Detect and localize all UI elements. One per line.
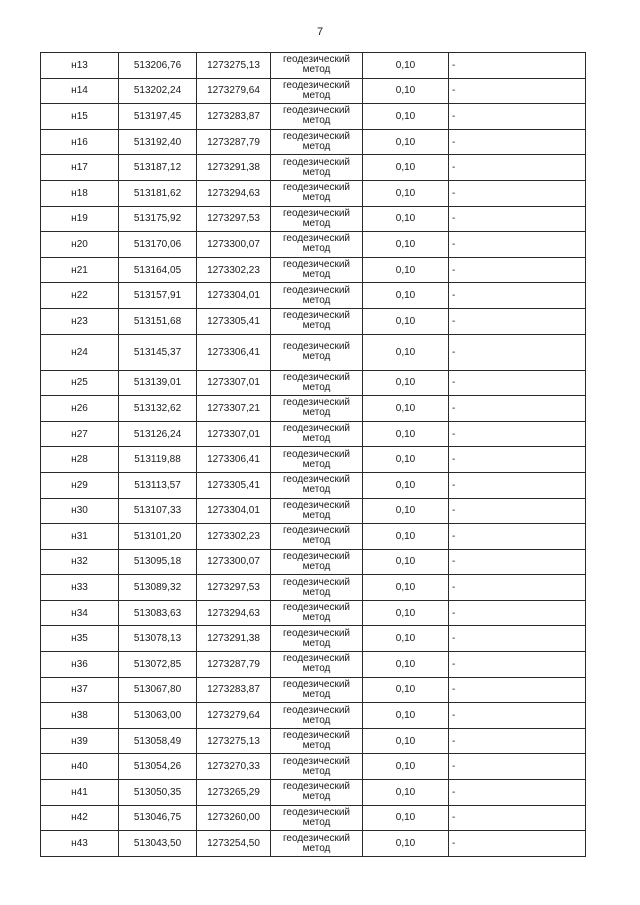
point-cell: н22 xyxy=(41,283,119,309)
table-row xyxy=(41,575,586,601)
y-coordinate-cell: 1273260,00 xyxy=(197,805,271,831)
note-cell: - xyxy=(449,575,586,601)
note-cell: - xyxy=(449,370,586,396)
note-cell: - xyxy=(449,498,586,524)
table-row xyxy=(41,780,586,806)
precision-cell: 0,10 xyxy=(363,308,449,334)
y-coordinate-cell: 1273302,23 xyxy=(197,524,271,550)
x-coordinate-cell: 513054,26 xyxy=(119,754,197,780)
table-row xyxy=(41,334,586,370)
note-cell: - xyxy=(449,780,586,806)
x-coordinate-cell: 513151,68 xyxy=(119,308,197,334)
precision-cell: 0,10 xyxy=(363,780,449,806)
point-cell: н26 xyxy=(41,396,119,422)
y-coordinate-cell: 1273306,41 xyxy=(197,334,271,370)
point-cell: н38 xyxy=(41,703,119,729)
point-cell: н13 xyxy=(41,53,119,79)
precision-cell: 0,10 xyxy=(363,334,449,370)
x-coordinate-cell: 513192,40 xyxy=(119,129,197,155)
y-coordinate-cell: 1273300,07 xyxy=(197,549,271,575)
x-coordinate-cell: 513170,06 xyxy=(119,232,197,258)
precision-cell: 0,10 xyxy=(363,283,449,309)
y-coordinate-cell: 1273275,13 xyxy=(197,53,271,79)
table-row xyxy=(41,104,586,130)
x-coordinate-cell: 513164,05 xyxy=(119,257,197,283)
x-coordinate-cell: 513119,88 xyxy=(119,447,197,473)
point-cell: н36 xyxy=(41,652,119,678)
y-coordinate-cell: 1273283,87 xyxy=(197,104,271,130)
precision-cell: 0,10 xyxy=(363,575,449,601)
note-cell: - xyxy=(449,703,586,729)
precision-cell: 0,10 xyxy=(363,53,449,79)
y-coordinate-cell: 1273283,87 xyxy=(197,677,271,703)
x-coordinate-cell: 513139,01 xyxy=(119,370,197,396)
y-coordinate-cell: 1273291,38 xyxy=(197,155,271,181)
method-cell: геодезический метод xyxy=(271,472,363,498)
point-cell: н41 xyxy=(41,780,119,806)
x-coordinate-cell: 513187,12 xyxy=(119,155,197,181)
table-row xyxy=(41,600,586,626)
note-cell: - xyxy=(449,600,586,626)
y-coordinate-cell: 1273300,07 xyxy=(197,232,271,258)
note-cell: - xyxy=(449,129,586,155)
y-coordinate-cell: 1273304,01 xyxy=(197,498,271,524)
y-coordinate-cell: 1273297,53 xyxy=(197,206,271,232)
point-cell: н42 xyxy=(41,805,119,831)
point-cell: н16 xyxy=(41,129,119,155)
point-cell: н17 xyxy=(41,155,119,181)
x-coordinate-cell: 513050,35 xyxy=(119,780,197,806)
point-cell: н15 xyxy=(41,104,119,130)
note-cell: - xyxy=(449,396,586,422)
x-coordinate-cell: 513145,37 xyxy=(119,334,197,370)
method-cell: геодезический метод xyxy=(271,421,363,447)
table-row xyxy=(41,703,586,729)
precision-cell: 0,10 xyxy=(363,472,449,498)
method-cell: геодезический метод xyxy=(271,447,363,473)
x-coordinate-cell: 513089,32 xyxy=(119,575,197,601)
method-cell: геодезический метод xyxy=(271,524,363,550)
method-cell: геодезический метод xyxy=(271,652,363,678)
method-cell: геодезический метод xyxy=(271,180,363,206)
point-cell: н20 xyxy=(41,232,119,258)
precision-cell: 0,10 xyxy=(363,677,449,703)
method-cell: геодезический метод xyxy=(271,728,363,754)
note-cell: - xyxy=(449,626,586,652)
point-cell: н39 xyxy=(41,728,119,754)
note-cell: - xyxy=(449,677,586,703)
point-cell: н35 xyxy=(41,626,119,652)
table-row xyxy=(41,549,586,575)
method-cell: геодезический метод xyxy=(271,232,363,258)
point-cell: н25 xyxy=(41,370,119,396)
table-row xyxy=(41,626,586,652)
note-cell: - xyxy=(449,53,586,79)
note-cell: - xyxy=(449,78,586,104)
y-coordinate-cell: 1273279,64 xyxy=(197,78,271,104)
point-cell: н27 xyxy=(41,421,119,447)
precision-cell: 0,10 xyxy=(363,524,449,550)
table-row xyxy=(41,232,586,258)
note-cell: - xyxy=(449,652,586,678)
y-coordinate-cell: 1273302,23 xyxy=(197,257,271,283)
note-cell: - xyxy=(449,524,586,550)
method-cell: геодезический метод xyxy=(271,703,363,729)
method-cell: геодезический метод xyxy=(271,104,363,130)
point-cell: н18 xyxy=(41,180,119,206)
point-cell: н43 xyxy=(41,831,119,857)
point-cell: н21 xyxy=(41,257,119,283)
x-coordinate-cell: 513067,80 xyxy=(119,677,197,703)
method-cell: геодезический метод xyxy=(271,53,363,79)
table-row xyxy=(41,498,586,524)
precision-cell: 0,10 xyxy=(363,728,449,754)
method-cell: геодезический метод xyxy=(271,600,363,626)
method-cell: геодезический метод xyxy=(271,626,363,652)
point-cell: н40 xyxy=(41,754,119,780)
x-coordinate-cell: 513063,00 xyxy=(119,703,197,729)
x-coordinate-cell: 513175,92 xyxy=(119,206,197,232)
x-coordinate-cell: 513181,62 xyxy=(119,180,197,206)
table-row xyxy=(41,805,586,831)
precision-cell: 0,10 xyxy=(363,396,449,422)
y-coordinate-cell: 1273265,29 xyxy=(197,780,271,806)
table-row xyxy=(41,421,586,447)
note-cell: - xyxy=(449,155,586,181)
precision-cell: 0,10 xyxy=(363,626,449,652)
note-cell: - xyxy=(449,421,586,447)
y-coordinate-cell: 1273294,63 xyxy=(197,180,271,206)
table-row xyxy=(41,472,586,498)
y-coordinate-cell: 1273305,41 xyxy=(197,308,271,334)
table-row xyxy=(41,754,586,780)
x-coordinate-cell: 513095,18 xyxy=(119,549,197,575)
note-cell: - xyxy=(449,754,586,780)
note-cell: - xyxy=(449,805,586,831)
point-cell: н33 xyxy=(41,575,119,601)
note-cell: - xyxy=(449,447,586,473)
precision-cell: 0,10 xyxy=(363,703,449,729)
point-cell: н31 xyxy=(41,524,119,550)
method-cell: геодезический метод xyxy=(271,805,363,831)
point-cell: н32 xyxy=(41,549,119,575)
coordinates-table-body xyxy=(41,53,586,857)
table-row xyxy=(41,447,586,473)
y-coordinate-cell: 1273297,53 xyxy=(197,575,271,601)
note-cell: - xyxy=(449,283,586,309)
method-cell: геодезический метод xyxy=(271,780,363,806)
table-row xyxy=(41,652,586,678)
x-coordinate-cell: 513107,33 xyxy=(119,498,197,524)
precision-cell: 0,10 xyxy=(363,104,449,130)
y-coordinate-cell: 1273254,50 xyxy=(197,831,271,857)
y-coordinate-cell: 1273279,64 xyxy=(197,703,271,729)
precision-cell: 0,10 xyxy=(363,370,449,396)
page-number: 7 xyxy=(316,26,324,38)
table-row xyxy=(41,283,586,309)
y-coordinate-cell: 1273305,41 xyxy=(197,472,271,498)
precision-cell: 0,10 xyxy=(363,754,449,780)
method-cell: геодезический метод xyxy=(271,396,363,422)
x-coordinate-cell: 513078,13 xyxy=(119,626,197,652)
precision-cell: 0,10 xyxy=(363,831,449,857)
precision-cell: 0,10 xyxy=(363,652,449,678)
precision-cell: 0,10 xyxy=(363,600,449,626)
x-coordinate-cell: 513113,57 xyxy=(119,472,197,498)
precision-cell: 0,10 xyxy=(363,206,449,232)
note-cell: - xyxy=(449,180,586,206)
x-coordinate-cell: 513058,49 xyxy=(119,728,197,754)
y-coordinate-cell: 1273275,13 xyxy=(197,728,271,754)
x-coordinate-cell: 513043,50 xyxy=(119,831,197,857)
method-cell: геодезический метод xyxy=(271,370,363,396)
y-coordinate-cell: 1273291,38 xyxy=(197,626,271,652)
y-coordinate-cell: 1273287,79 xyxy=(197,652,271,678)
y-coordinate-cell: 1273287,79 xyxy=(197,129,271,155)
point-cell: н23 xyxy=(41,308,119,334)
precision-cell: 0,10 xyxy=(363,257,449,283)
precision-cell: 0,10 xyxy=(363,498,449,524)
table-row xyxy=(41,831,586,857)
method-cell: геодезический метод xyxy=(271,206,363,232)
y-coordinate-cell: 1273307,01 xyxy=(197,421,271,447)
table-row xyxy=(41,155,586,181)
table-row xyxy=(41,53,586,79)
method-cell: геодезический метод xyxy=(271,498,363,524)
y-coordinate-cell: 1273307,01 xyxy=(197,370,271,396)
table-row xyxy=(41,728,586,754)
x-coordinate-cell: 513202,24 xyxy=(119,78,197,104)
precision-cell: 0,10 xyxy=(363,805,449,831)
x-coordinate-cell: 513132,62 xyxy=(119,396,197,422)
y-coordinate-cell: 1273294,63 xyxy=(197,600,271,626)
point-cell: н19 xyxy=(41,206,119,232)
point-cell: н24 xyxy=(41,334,119,370)
note-cell: - xyxy=(449,232,586,258)
method-cell: геодезический метод xyxy=(271,575,363,601)
y-coordinate-cell: 1273270,33 xyxy=(197,754,271,780)
x-coordinate-cell: 513101,20 xyxy=(119,524,197,550)
note-cell: - xyxy=(449,334,586,370)
table-row xyxy=(41,180,586,206)
point-cell: н37 xyxy=(41,677,119,703)
table-row xyxy=(41,524,586,550)
note-cell: - xyxy=(449,257,586,283)
method-cell: геодезический метод xyxy=(271,257,363,283)
note-cell: - xyxy=(449,472,586,498)
table-row xyxy=(41,129,586,155)
table-row xyxy=(41,78,586,104)
point-cell: н14 xyxy=(41,78,119,104)
method-cell: геодезический метод xyxy=(271,283,363,309)
note-cell: - xyxy=(449,831,586,857)
method-cell: геодезический метод xyxy=(271,831,363,857)
x-coordinate-cell: 513083,63 xyxy=(119,600,197,626)
precision-cell: 0,10 xyxy=(363,155,449,181)
x-coordinate-cell: 513206,76 xyxy=(119,53,197,79)
x-coordinate-cell: 513197,45 xyxy=(119,104,197,130)
y-coordinate-cell: 1273306,41 xyxy=(197,447,271,473)
note-cell: - xyxy=(449,549,586,575)
precision-cell: 0,10 xyxy=(363,180,449,206)
table-row xyxy=(41,396,586,422)
table-row xyxy=(41,206,586,232)
method-cell: геодезический метод xyxy=(271,549,363,575)
note-cell: - xyxy=(449,308,586,334)
table-row xyxy=(41,677,586,703)
method-cell: геодезический метод xyxy=(271,129,363,155)
y-coordinate-cell: 1273304,01 xyxy=(197,283,271,309)
point-cell: н30 xyxy=(41,498,119,524)
point-cell: н29 xyxy=(41,472,119,498)
precision-cell: 0,10 xyxy=(363,421,449,447)
precision-cell: 0,10 xyxy=(363,78,449,104)
coordinates-table xyxy=(40,52,586,857)
precision-cell: 0,10 xyxy=(363,447,449,473)
point-cell: н28 xyxy=(41,447,119,473)
precision-cell: 0,10 xyxy=(363,232,449,258)
note-cell: - xyxy=(449,728,586,754)
precision-cell: 0,10 xyxy=(363,129,449,155)
x-coordinate-cell: 513126,24 xyxy=(119,421,197,447)
x-coordinate-cell: 513046,75 xyxy=(119,805,197,831)
method-cell: геодезический метод xyxy=(271,308,363,334)
x-coordinate-cell: 513072,85 xyxy=(119,652,197,678)
note-cell: - xyxy=(449,206,586,232)
method-cell: геодезический метод xyxy=(271,334,363,370)
x-coordinate-cell: 513157,91 xyxy=(119,283,197,309)
method-cell: геодезический метод xyxy=(271,677,363,703)
point-cell: н34 xyxy=(41,600,119,626)
method-cell: геодезический метод xyxy=(271,754,363,780)
method-cell: геодезический метод xyxy=(271,155,363,181)
y-coordinate-cell: 1273307,21 xyxy=(197,396,271,422)
table-row xyxy=(41,257,586,283)
table-row xyxy=(41,370,586,396)
note-cell: - xyxy=(449,104,586,130)
precision-cell: 0,10 xyxy=(363,549,449,575)
method-cell: геодезический метод xyxy=(271,78,363,104)
table-row xyxy=(41,308,586,334)
